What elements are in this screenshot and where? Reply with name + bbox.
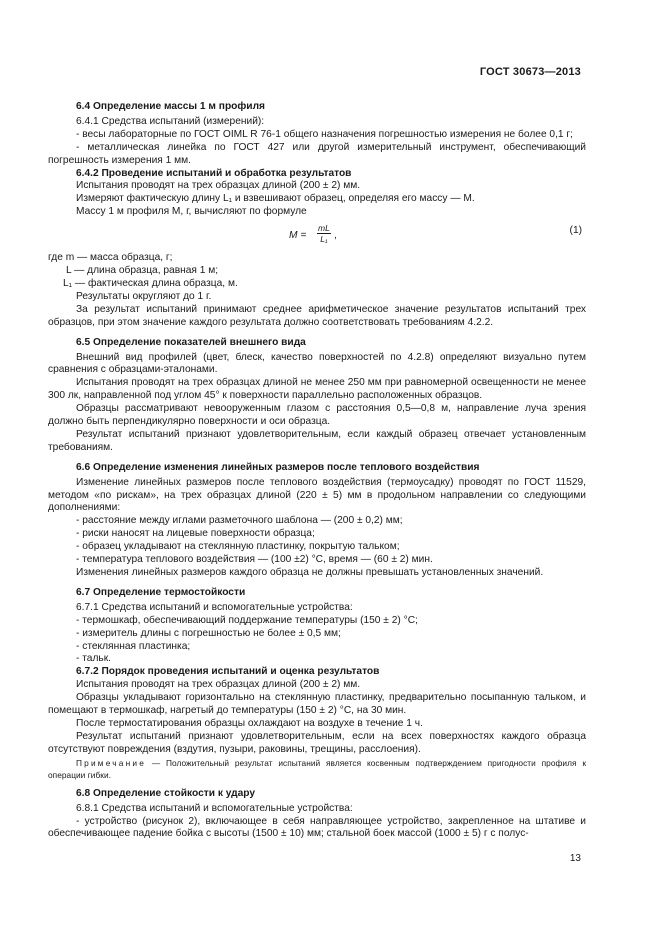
section-heading: 6.4.2 Проведение испытаний и обработка результатов — [76, 167, 352, 179]
paragraph: 6.7.1 Средства испытаний и вспомогательные устройства: — [76, 601, 353, 613]
formula-number: (1) — [569, 225, 582, 237]
section-heading: 6.4 Определение массы 1 м профиля — [76, 101, 265, 112]
note-text: — Положительный результат испытаний является косвенным подтверждением пригодности профиля к операции гибки. — [48, 757, 586, 780]
paragraph: 6.4.1 Средства испытаний (измерений): — [76, 115, 265, 127]
formula-fraction — [317, 223, 331, 244]
paragraph: Массу 1 м профиля M, г, вычисляют по формуле — [76, 206, 307, 218]
formula-1 — [48, 222, 586, 250]
paragraph: Внешний вид профилей (цвет, блеск, качество поверхностей по 4.2.8) определяют визуально путем сравнения с образцами-эталонами. — [48, 351, 586, 376]
list-item: - риски наносят на лицевые поверхности образца; — [76, 528, 315, 540]
section-heading: 6.5 Определение показателей внешнего вида — [76, 336, 306, 348]
section-heading: 6.7 Определение термостойкости — [76, 586, 246, 598]
paragraph: Изменения линейных размеров каждого образца не должны превышать установленных значений. — [76, 567, 544, 578]
paragraph: После термостатирования образцы охлаждают на воздухе в течение 1 ч. — [76, 717, 423, 729]
list-item: - измеритель длины с погрешностью не более ± 0,5 мм; — [76, 627, 341, 639]
paragraph: Образцы укладывают горизонтально на стеклянную пластинку, предварительно посыпанную тальком, и помещают в термошкаф, нагретый до температуры (150 ± 2) °С, на 30 мин. — [48, 692, 586, 717]
note-label: Примечание — [76, 757, 147, 768]
paragraph: Испытания проводят на трех образцах длиной (200 ± 2) мм. — [76, 180, 361, 192]
paragraph: Испытания проводят на трех образцах длиной (200 ± 2) мм. — [76, 679, 361, 691]
section-heading: 6.6 Определение изменения линейных размеров после теплового воздействия — [76, 461, 480, 473]
list-item: - металлическая линейка по ГОСТ 427 или другой измерительный инструмент, обеспечивающий погрешность измерения 1 мм. — [48, 141, 586, 166]
formula-lhs: M = — [289, 230, 307, 242]
section-heading: 6.8 Определение стойкости к удару — [76, 787, 256, 799]
list-item: - устройство (рисунок 2), включающее в себя направляющее устройство, закрепленное на штативе и обеспечивающее падение бойка с высоты (1500 ± 10) мм; стальной боек массой (1000 ± 5) г с полус- — [48, 815, 586, 840]
page-number: 13 — [569, 853, 581, 864]
formula-denominator: L₁ — [320, 234, 328, 245]
paragraph: Испытания проводят на трех образцах длиной не менее 250 мм при равномерной освещенности не менее 300 лк, направленной под углом 45° к поверхности параллельно расположенных образцов. — [48, 377, 586, 402]
list-item: - температура теплового воздействия — (100 ±2) °С, время — (60 ± 2) мин. — [76, 554, 433, 566]
paragraph: Результат испытаний признают удовлетворительным, если на всех поверхностях каждого образца отсутствуют повреждения (вздутия, пузыри, раковины, трещины, расслоения). — [48, 730, 586, 755]
list-item: - весы лабораторные по ГОСТ OIML R 76-1 общего назначения погрешностью измерения не более 0,1 г; — [76, 128, 573, 140]
paragraph: Образцы рассматривают невооруженным глазом с расстояния 0,5—0,8 м, направление луча зрения должно быть перпендикулярно поверхности и оси образца. — [48, 403, 586, 428]
section-heading: 6.7.2 Порядок проведения испытаний и оценка результатов — [76, 666, 380, 678]
list-item: - образец укладывают на стеклянную пластинку, покрытую тальком; — [76, 541, 400, 553]
paragraph: L — длина образца, равная 1 м; — [66, 265, 219, 277]
list-item: - стеклянная пластинка; — [76, 640, 191, 652]
paragraph: L₁ — фактическая длина образца, м. — [63, 277, 238, 289]
paragraph: За результат испытаний принимают среднее арифметическое значение результатов испытаний трех образцов, при этом значение каждого результата должно соответствовать требованиям 4.2.2. — [48, 303, 586, 328]
list-item: - расстояние между иглами разметочного шаблона — (200 ± 0,2) мм; — [76, 515, 403, 527]
document-body — [48, 94, 586, 841]
paragraph: Измеряют фактическую длину L₁ и взвешивают образец, определяя его массу — M. — [76, 193, 475, 205]
note — [48, 757, 586, 781]
formula-comma: , — [334, 230, 337, 242]
paragraph: Результаты округляют до 1 г. — [76, 290, 212, 302]
document-header: ГОСТ 30673—2013 — [479, 66, 581, 78]
list-item: - тальк. — [76, 653, 111, 665]
paragraph: Изменение линейных размеров после теплового воздействия (термоусадку) проводят по ГОСТ 11529, методом «по рискам», на трех образцах длиной (220 ± 5) мм в продольном направлении со следующими дополнениями: — [48, 476, 586, 514]
formula-numerator: mL — [318, 223, 330, 234]
paragraph: 6.8.1 Средства испытаний и вспомогательные устройства: — [76, 802, 353, 814]
list-item: - термошкаф, обеспечивающий поддержание температуры (150 ± 2) °С; — [76, 614, 418, 626]
paragraph: Результат испытаний признают удовлетворительным, если каждый образец отвечает установленным требованиям. — [48, 428, 586, 453]
paragraph: где m — масса образца, г; — [48, 252, 173, 264]
